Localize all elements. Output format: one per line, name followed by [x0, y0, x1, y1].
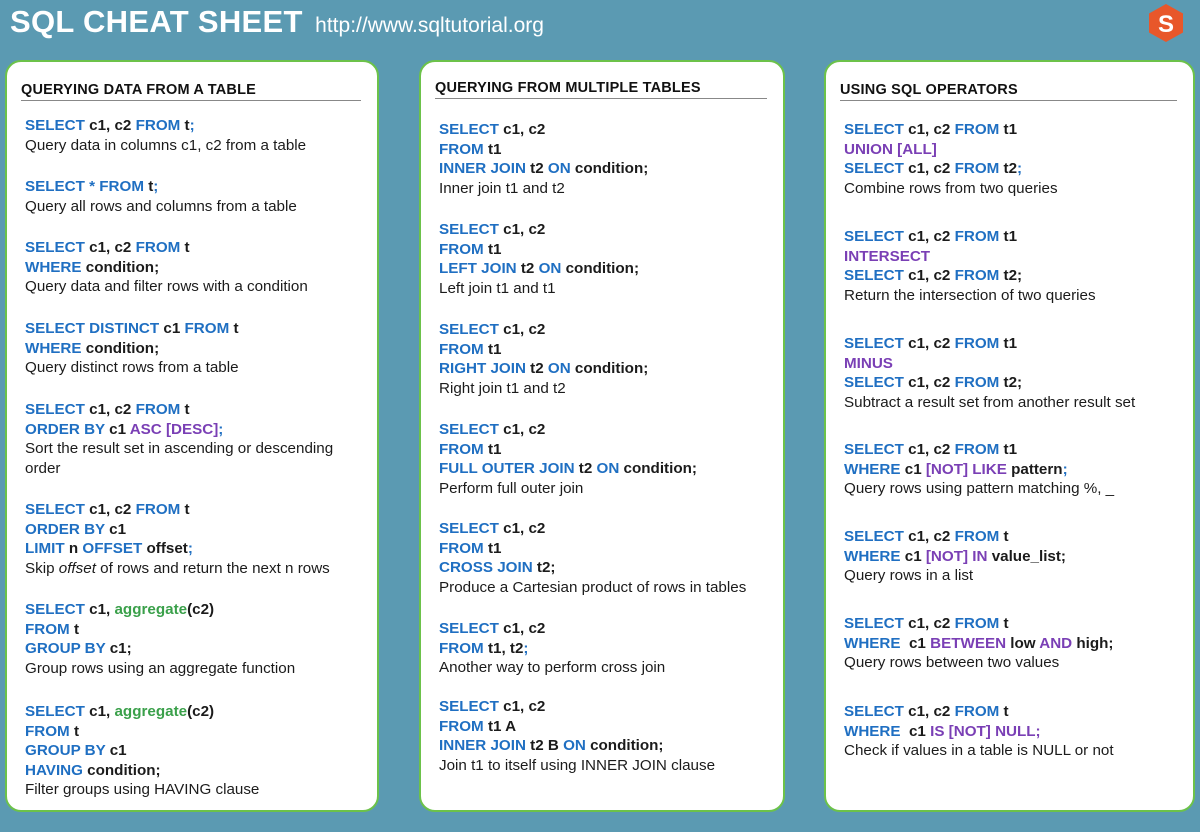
sql-keyword: GROUP BY: [25, 640, 110, 657]
sql-keyword: WHERE: [844, 547, 905, 565]
sql-function: aggregate: [114, 703, 188, 720]
sql-token: c1: [908, 722, 931, 740]
snippet-description: Join t1 to itself using INNER JOIN clause: [439, 756, 716, 774]
sql-function: aggregate: [114, 601, 188, 618]
sql-token: c1, c2: [89, 239, 136, 256]
sql-token: t2: [530, 360, 548, 377]
snippet-description: Combine rows from two queries: [844, 179, 1058, 197]
sql-keyword: SELECT: [439, 121, 504, 138]
code-line: [25, 520, 367, 540]
code-line: [439, 359, 773, 379]
sql-token: c1: [163, 320, 185, 337]
sql-keyword: FROM: [439, 140, 488, 158]
code-line: [844, 140, 1183, 160]
snippet-description: Return the intersection of two queries: [844, 286, 1096, 304]
sql-token: t1: [487, 240, 502, 258]
sql-snippet: [844, 440, 1183, 499]
snippet-description: [25, 559, 367, 579]
sql-token: c1, c2: [908, 528, 955, 545]
sql-keyword: FROM: [439, 717, 488, 735]
sql-token: ;: [1062, 460, 1068, 478]
sql-token: t: [184, 239, 190, 256]
sql-token: t2: [530, 160, 548, 177]
sql-token: t: [1003, 615, 1009, 632]
sql-keyword: FROM: [954, 335, 1004, 352]
code-line: [25, 238, 367, 258]
snippet-description: Group rows using an aggregate function: [25, 659, 296, 677]
sql-snippet: [439, 220, 773, 298]
code-line: [439, 619, 773, 639]
code-line: [844, 120, 1183, 140]
code-line: [25, 420, 367, 440]
sql-keyword: SELECT * FROM: [25, 178, 149, 195]
sql-keyword: SELECT: [25, 401, 90, 418]
sql-token: condition;: [590, 737, 664, 754]
snippet-description: Query rows between two values: [844, 654, 1060, 671]
sql-token: t1: [487, 440, 502, 458]
sql-keyword: ON: [596, 460, 624, 477]
sql-keyword: INNER JOIN: [439, 160, 531, 177]
code-line: [844, 547, 1183, 567]
sql-keyword: FROM: [954, 528, 1004, 545]
sql-keyword: FROM: [954, 121, 1004, 138]
sql-snippet: [25, 600, 367, 678]
sql-token: c1, c2: [89, 117, 136, 134]
sql-token: t: [1003, 703, 1009, 720]
code-line: [25, 620, 367, 640]
snippet-description: Query data in columns c1, c2 from a table: [25, 136, 307, 154]
sql-token: c1,: [89, 703, 115, 720]
sql-token: c1;: [109, 640, 132, 657]
code-line: [25, 258, 367, 278]
sql-token: t2: [578, 460, 597, 477]
code-line: [439, 440, 773, 460]
snippet-description-continued: order: [25, 459, 61, 477]
sql-snippet: [844, 120, 1183, 198]
sql-token: c1, c2: [503, 221, 546, 238]
sql-snippet: [439, 320, 773, 398]
sql-token: ;: [523, 639, 529, 657]
sql-snippet: [25, 238, 367, 297]
sql-token: condition;: [574, 360, 649, 377]
sql-token: condition;: [565, 260, 639, 277]
sql-keyword: SELECT: [844, 160, 909, 177]
code-line: [439, 259, 773, 279]
code-line: [25, 339, 367, 359]
sql-keyword: SELECT DISTINCT: [25, 320, 164, 337]
sql-keyword: SELECT: [844, 374, 909, 391]
sql-token: c1, c2: [503, 520, 546, 537]
sql-token: t1: [1003, 335, 1018, 352]
snippet-description: Sort the result set in ascending or descending: [25, 440, 334, 457]
sql-token: ;: [1017, 160, 1023, 177]
sql-token: c1, c2: [89, 401, 136, 418]
sql-keyword: FROM: [954, 228, 1004, 245]
sql-keyword: FROM: [439, 440, 488, 458]
snippet-description: Inner join t1 and t2: [439, 179, 565, 197]
code-line: [844, 354, 1183, 374]
sql-snippet: [844, 527, 1183, 586]
code-line: [844, 527, 1183, 547]
code-line: [25, 116, 367, 136]
sql-snippet: [439, 697, 773, 775]
code-line: [25, 741, 367, 761]
sql-snippet: [25, 400, 367, 478]
sql-token: t1: [487, 140, 502, 158]
code-line: [439, 320, 773, 340]
sql-keyword: ON: [547, 360, 575, 377]
sql-snippet: [439, 420, 773, 498]
sql-keyword: SELECT: [439, 221, 504, 238]
sql-snippet: [25, 702, 367, 800]
sql-keyword: FROM: [184, 320, 234, 337]
sql-snippet: [25, 177, 367, 216]
sql-keyword: FROM: [954, 615, 1004, 632]
sql-token: offset: [146, 540, 188, 557]
sql-token: low: [1010, 634, 1040, 652]
sql-keyword: FROM: [439, 639, 488, 657]
sql-token: t2;: [536, 559, 556, 576]
sql-snippet: [844, 614, 1183, 673]
sql-token: c1, c2: [908, 160, 955, 177]
code-line: [25, 722, 367, 742]
sql-keyword: SELECT: [25, 239, 90, 256]
sql-token: c1, c2: [503, 698, 546, 715]
sql-token: (c2): [187, 703, 215, 720]
sql-keyword: ORDER BY: [25, 420, 110, 438]
sql-snippet: [439, 519, 773, 597]
sql-keyword: CROSS JOIN: [439, 559, 537, 576]
sql-keyword: FROM: [439, 240, 488, 258]
sql-keyword: FROM: [135, 239, 185, 256]
sql-keyword: FROM: [954, 267, 1004, 284]
sql-keyword: SELECT: [844, 441, 909, 458]
sql-token: c1: [109, 420, 130, 438]
sql-token: t: [184, 501, 190, 518]
code-line: [25, 639, 367, 659]
code-line: [844, 460, 1183, 480]
card-title: QUERYING DATA FROM A TABLE: [21, 82, 361, 101]
sql-keyword: SELECT: [844, 267, 909, 284]
sqltutorial-logo-icon[interactable]: [1149, 4, 1183, 42]
code-line: [439, 539, 773, 559]
code-line: [439, 120, 773, 140]
sql-keyword: WHERE: [844, 634, 909, 652]
sql-token: c1, c2: [908, 703, 955, 720]
sql-keyword: FROM: [439, 340, 488, 358]
sql-token: c1, c2: [908, 121, 955, 138]
sql-keyword: ON: [563, 737, 591, 754]
sql-token: c1, c2: [908, 335, 955, 352]
sql-token: t: [184, 117, 190, 134]
code-line: [25, 400, 367, 420]
sql-keyword: SELECT: [439, 321, 504, 338]
sql-keyword: FROM: [954, 374, 1004, 391]
sql-token: c1, c2: [89, 501, 136, 518]
code-line: [844, 614, 1183, 634]
code-line: [439, 340, 773, 360]
card-title: QUERYING FROM MULTIPLE TABLES: [435, 80, 767, 99]
sql-snippet: [844, 334, 1183, 412]
sql-snippet: [844, 702, 1183, 761]
sql-keyword: INNER JOIN: [439, 737, 531, 754]
snippet-description: Query all rows and columns from a table: [25, 197, 297, 215]
sql-snippet: [439, 120, 773, 198]
sql-token: condition;: [574, 160, 649, 177]
card-querying-multiple-tables: [419, 60, 785, 812]
sql-token: c1: [908, 634, 931, 652]
code-line: [439, 420, 773, 440]
sql-token: t1: [1003, 228, 1018, 245]
sql-token: t1, t2: [487, 639, 524, 657]
sql-keyword: HAVING: [25, 761, 88, 779]
sql-operator: [NOT] IN: [925, 547, 992, 565]
sql-keyword: WHERE: [844, 460, 905, 478]
sql-snippet: [844, 227, 1183, 305]
sql-keyword: SELECT: [844, 528, 909, 545]
card-sql-operators: [824, 60, 1195, 812]
sql-operator: INTERSECT: [844, 247, 931, 265]
sql-token: value_list;: [991, 547, 1066, 565]
sql-keyword: SELECT: [25, 703, 90, 720]
sql-keyword: WHERE: [844, 722, 909, 740]
sql-keyword: SELECT: [25, 501, 90, 518]
sql-token: condition;: [623, 460, 697, 477]
sql-token: ;: [218, 420, 224, 438]
code-line: [25, 319, 367, 339]
code-line: [25, 600, 367, 620]
sql-operator: UNION [ALL]: [844, 140, 937, 158]
sql-token: n: [68, 540, 83, 557]
sql-token: t: [1003, 528, 1009, 545]
site-url-link[interactable]: http://www.sqltutorial.org: [315, 14, 544, 37]
sql-token: ;: [187, 540, 193, 557]
card-title: USING SQL OPERATORS: [840, 82, 1177, 101]
code-line: [844, 634, 1183, 654]
sql-token: t2;: [1003, 374, 1023, 391]
sql-token: ;: [189, 117, 195, 134]
snippet-description: Query rows using pattern matching %, _: [844, 480, 1115, 497]
snippet-description: Right join t1 and t2: [439, 379, 566, 397]
sql-token: c1, c2: [503, 321, 546, 338]
snippet-description: Query data and filter rows with a condition: [25, 278, 308, 295]
sql-keyword: FULL OUTER JOIN: [439, 460, 579, 477]
sql-token: t2: [1003, 160, 1018, 177]
sql-token: t: [148, 178, 154, 195]
sql-keyword: FROM: [25, 722, 74, 740]
sql-keyword: WHERE: [25, 339, 86, 357]
sql-snippet: [25, 116, 367, 155]
sql-keyword: FROM: [954, 441, 1004, 458]
sql-token: t: [73, 620, 79, 638]
sql-token: c1: [904, 547, 926, 565]
code-line: [439, 717, 773, 737]
sql-token: condition;: [85, 258, 160, 276]
sql-token: c1, c2: [908, 374, 955, 391]
code-line: [25, 761, 367, 781]
snippet-description: Left join t1 and t1: [439, 279, 556, 297]
code-line: [844, 159, 1183, 179]
sql-keyword: GROUP BY: [25, 742, 110, 759]
code-line: [844, 722, 1183, 742]
sql-keyword: LIMIT: [25, 540, 69, 557]
sql-keyword: FROM: [954, 160, 1004, 177]
sql-keyword: FROM: [954, 703, 1004, 720]
sql-token: t1: [1003, 121, 1018, 138]
sql-keyword: ON: [547, 160, 575, 177]
snippet-description: Query distinct rows from a table: [25, 359, 239, 376]
sql-keyword: SELECT: [25, 601, 90, 618]
sql-token: t2;: [1003, 267, 1023, 284]
page-header: [10, 4, 544, 44]
sql-keyword: RIGHT JOIN: [439, 360, 531, 377]
sql-keyword: LEFT JOIN: [439, 260, 521, 277]
sql-operator: [NOT] LIKE: [925, 460, 1012, 478]
sql-keyword: FROM: [135, 401, 185, 418]
code-line: [439, 697, 773, 717]
snippet-description: Perform full outer join: [439, 479, 584, 497]
sql-operator: BETWEEN: [930, 634, 1011, 652]
code-line: [439, 159, 773, 179]
sql-token: t2: [520, 260, 539, 277]
snippet-description: Subtract a result set from another result set: [844, 393, 1136, 411]
code-line: [439, 639, 773, 659]
code-line: [25, 500, 367, 520]
sql-operator: MINUS: [844, 354, 893, 372]
code-line: [844, 702, 1183, 722]
sql-keyword: WHERE: [25, 258, 86, 276]
sql-token: c1, c2: [908, 441, 955, 458]
sql-operator: AND: [1039, 634, 1077, 652]
card-querying-single-table: [5, 60, 379, 812]
sql-token: c1: [109, 520, 127, 538]
sql-token: t1: [487, 340, 502, 358]
sql-token: c1, c2: [908, 228, 955, 245]
sql-keyword: SELECT: [439, 620, 504, 637]
code-line: [439, 220, 773, 240]
sql-token: t1: [487, 539, 502, 557]
sql-token: t2 B: [530, 737, 564, 754]
snippet-description: Filter groups using HAVING clause: [25, 781, 260, 798]
sql-token: (c2): [187, 601, 215, 618]
sql-keyword: ON: [538, 260, 566, 277]
sql-operator: IS [NOT] NULL;: [930, 722, 1041, 740]
sql-keyword: SELECT: [439, 421, 504, 438]
sql-keyword: FROM: [135, 117, 185, 134]
code-line: [439, 459, 773, 479]
sql-operator: ASC [DESC]: [129, 420, 219, 438]
sql-token: c1,: [89, 601, 115, 618]
sql-token: t1 A: [487, 717, 517, 735]
sql-token: c1, c2: [908, 615, 955, 632]
code-line: [844, 266, 1183, 286]
code-line: [844, 227, 1183, 247]
description-text: of rows and return the next n rows: [95, 559, 330, 577]
sql-token: t: [184, 401, 190, 418]
sql-token: ;: [153, 178, 159, 195]
sql-keyword: FROM: [25, 620, 74, 638]
sql-token: t1: [1003, 441, 1018, 458]
sql-keyword: OFFSET: [82, 540, 147, 557]
sql-keyword: SELECT: [439, 698, 504, 715]
description-emphasis: offset: [58, 559, 96, 577]
description-text: Skip: [25, 559, 59, 577]
sql-keyword: SELECT: [439, 520, 504, 537]
sql-snippet: [439, 619, 773, 678]
sql-keyword: ORDER BY: [25, 520, 110, 538]
code-line: [25, 539, 367, 559]
sql-token: c1, c2: [503, 421, 546, 438]
sql-token: t: [233, 320, 239, 337]
code-line: [25, 177, 367, 197]
sql-token: pattern: [1011, 460, 1063, 478]
sql-token: condition;: [87, 761, 161, 779]
sql-token: c1, c2: [503, 620, 546, 637]
code-line: [844, 440, 1183, 460]
code-line: [439, 140, 773, 160]
sql-token: c1: [904, 460, 926, 478]
sql-snippet: [25, 500, 367, 578]
sql-token: c1, c2: [503, 121, 546, 138]
sql-keyword: SELECT: [25, 117, 90, 134]
snippet-description: Produce a Cartesian product of rows in tables: [439, 578, 747, 596]
sql-keyword: SELECT: [844, 703, 909, 720]
code-line: [844, 334, 1183, 354]
sql-token: high;: [1076, 634, 1114, 652]
sql-snippet: [25, 319, 367, 378]
sql-token: c1: [109, 742, 127, 759]
snippet-description: Query rows in a list: [844, 567, 974, 584]
code-line: [439, 240, 773, 260]
code-line: [439, 519, 773, 539]
snippet-description: Another way to perform cross join: [439, 659, 666, 676]
sql-keyword: FROM: [135, 501, 185, 518]
code-line: [439, 558, 773, 578]
code-line: [844, 373, 1183, 393]
sql-keyword: SELECT: [844, 615, 909, 632]
code-line: [439, 736, 773, 756]
sql-keyword: SELECT: [844, 228, 909, 245]
snippet-description: Check if values in a table is NULL or not: [844, 742, 1114, 759]
sql-keyword: SELECT: [844, 335, 909, 352]
page-title: SQL CHEAT SHEET: [10, 4, 303, 39]
sql-keyword: SELECT: [844, 121, 909, 138]
sql-token: t: [73, 722, 79, 740]
sql-token: condition;: [85, 339, 160, 357]
sql-token: c1, c2: [908, 267, 955, 284]
code-line: [844, 247, 1183, 267]
sql-keyword: FROM: [439, 539, 488, 557]
code-line: [25, 702, 367, 722]
logo-letter: S: [1157, 11, 1175, 38]
